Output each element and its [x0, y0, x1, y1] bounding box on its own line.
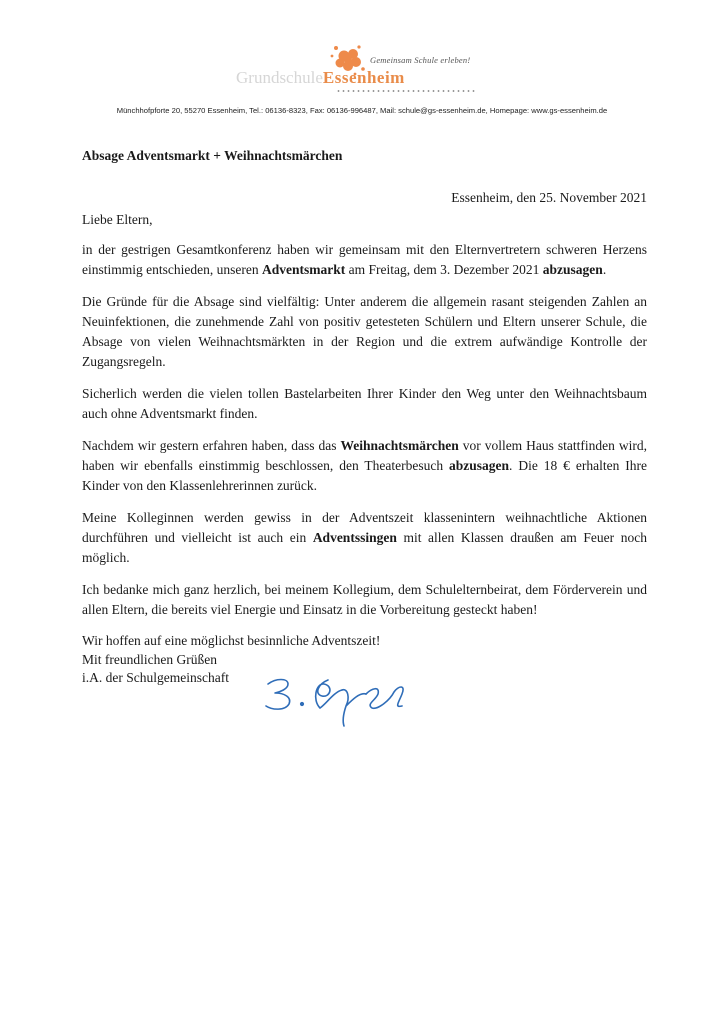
- school-name: [236, 68, 405, 88]
- closing-line-2: Mit freundlichen Grüßen: [82, 651, 217, 667]
- paragraph-5: Meine Kolleginnen werden gewiss in der Adventszeit klassenintern weihnachtliche Aktionen durchführen und vielleicht ist auch ein Adventssingen mit allen Klassen draußen am Feuer noch möglich.: [82, 510, 647, 565]
- school-name-light: Grundschule: [236, 68, 323, 87]
- dotted-divider: [336, 90, 476, 92]
- letter-subject: Absage Adventsmarkt + Weihnachtsmärchen: [82, 148, 343, 163]
- closing-line-1: Wir hoffen auf eine möglichst besinnliche Adventszeit!: [82, 633, 381, 648]
- emphasis-abzusagen-2: abzusagen: [449, 458, 510, 473]
- school-logo: [236, 42, 516, 102]
- paragraph-2: Die Gründe für die Absage sind vielfältig: Unter anderem die allgemein rasant steigenden Zahlen an Neuinfektionen, die zunehmende Zahl von positiv getesteten Schülern und Eltern unserer Schule, die Absage von vielen Weihnachtsmärkten in der Region und die extrem aufwändige Kontrolle der Zugangsregeln.: [82, 294, 647, 369]
- emphasis-weihnachtsmaerchen: Weihnachtsmärchen: [340, 438, 459, 453]
- school-name-bold: Essenheim: [322, 68, 405, 87]
- paragraph-1: in der gestrigen Gesamtkonferenz haben wir gemeinsam mit den Elternvertretern schweren Herzens einstimmig entschieden, unseren Adventsmarkt am Freitag, dem 3. Dezember 2021 abzusagen.: [82, 242, 647, 277]
- emphasis-adventsmarkt: Adventsmarkt: [261, 262, 346, 277]
- handwritten-signature: [262, 670, 432, 732]
- paragraph-6: Ich bedanke mich ganz herzlich, bei meinem Kollegium, dem Schulelternbeirat, dem Förderverein und allen Eltern, die bereits viel Energie und Einsatz in die Vorbereitung gesteckt haben!: [82, 582, 647, 617]
- salutation: Liebe Eltern,: [82, 212, 153, 227]
- emphasis-abzusagen: abzusagen: [542, 262, 603, 277]
- letterhead: [0, 0, 724, 130]
- school-tagline: Gemeinsam Schule erleben!: [370, 55, 471, 65]
- letter-body: [82, 148, 647, 688]
- address-line: Münchhofpforte 20, 55270 Essenheim, Tel.: 06136-8323, Fax: 06136-996487, Mail: schule@gs-essenheim.de, Homepage: www.gs-essenheim.de: [116, 106, 608, 115]
- paragraph-3: Sicherlich werden die vielen tollen Bastelarbeiten Ihrer Kinder den Weg unter den Weihnachtsbaum auch ohne Adventsmarkt finden.: [82, 386, 647, 421]
- emphasis-adventssingen: Adventssingen: [312, 530, 397, 545]
- paragraph-4: Nachdem wir gestern erfahren haben, dass das Weihnachtsmärchen vor vollem Haus stattfinden wird, haben wir ebenfalls einstimmig beschlossen, den Theaterbesuch abzusagen. Die 18 € erhalten Ihre Kinder von den Klassenlehrerinnen zurück.: [82, 438, 648, 493]
- closing-line-3: i.A. der Schulgemeinschaft: [82, 670, 229, 685]
- letter-date: Essenheim, den 25. November 2021: [451, 190, 647, 205]
